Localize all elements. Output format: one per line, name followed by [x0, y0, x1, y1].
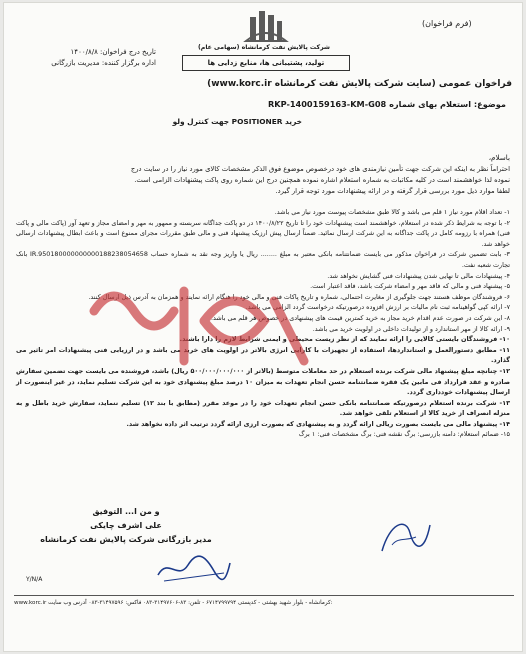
footer-address: www.korc.ir کرمانشاه - بلوار شهید بهشتی - کدپستی ۶۷۱۴۷۹۹۷۹۴ - تلفن: ۸۳-۳۱۴۹۷۶۰۶-۰۸۳ فاکس: ۳۱۴۹۷۵۹۶-۰۸۳ آدرس وب سایت:	[14, 600, 333, 606]
condition-item: ۹- ارائه کالا از مهر استاندارد و از تولیدات داخلی در اولویت خرید می باشد.	[312, 324, 510, 333]
intro-line: نموده لذا خواهشمند است در کلیه مکاتبات به شماره استعلام اشاره نموده همچنین درج این شماره روی پاکت پیشنهادات الزامی است.	[134, 176, 510, 184]
stamp-note: Y/N/A	[26, 576, 43, 583]
condition-item: ۱- تعداد اقلام مورد نیاز ۱ قلم می باشد و کالا طبق مشخصات پیوست مورد نیاز می باشد.	[274, 208, 510, 216]
condition-item: ۴- پیشنهادات مالی تا نهایی شدن پیشنهادات فنی گشایش نخواهد شد.	[327, 271, 510, 280]
closing-phrase: و من ا... التوفیق	[92, 507, 160, 516]
condition-item: ۱۲- چنانچه مبلغ پیشنهاد مالی شرکت برنده استعلام در حد معاملات متوسط (بالاتر از ۵۰۰/۰۰۰/۰۰۰/۰۰۰ ریال) باشد، فروشنده می بایست جهت تضمین سفارش صادره و عقد قرارداد فی مابین یک فقره ضمانتنامه حسن انجام تعهدات به میزان ۱۰ درصد مبلغ پیشنهادی خود به این شرکت تسلیم نماید، در غیر اینصورت از ارسال پیشنهادات خودداری گردد.	[16, 366, 510, 397]
condition-item: ۵- پیشنهاد فنی و مالی که فاقد مهر و امضاء شرکت باشد، فاقد اعتبار است.	[310, 282, 510, 291]
condition-item: ۱۵- ضمائم استعلام: دامنه بازرسی: برگ نقشه فنی: برگ مشخصات فنی: ۱ برگ	[298, 430, 510, 439]
condition-item: ۸- این شرکت در صورت عدم اقدام خرید مجاز به خرید کمترین قیمت های پیشنهادی در خصوص هر قلم می باشد.	[211, 313, 510, 322]
condition-item: ۷- ارائه کپی گواهینامه ثبت نام مالیات بر ارزش افزوده درصورتیکه درخواست گردد الزامی می باشد.	[245, 303, 510, 312]
signer-title: مدیر بازرگانی شرکت پالایش نفت کرمانشاه	[40, 535, 212, 544]
signature-icon	[376, 511, 436, 563]
company-logo-icon	[236, 7, 296, 43]
subcompany-box: تولید، پشتیبانی ها، منابع زدایی ها	[182, 55, 350, 71]
signature-icon	[154, 551, 234, 587]
intro-line: لطفا موارد ذیل مورد بررسی قرار گرفته و در ارائه پیشنهادات مورد توجه قرار گیرد.	[275, 187, 510, 195]
document-page	[3, 2, 523, 652]
closing-block	[26, 505, 226, 547]
form-tag: (فرم فراخوان)	[422, 19, 472, 28]
page-title: فراخوان عمومی (سایت شرکت پالایش نفت کرمانشاه www.korc.ir)	[207, 79, 512, 89]
condition-item: ۱۱- مطابق دستورالعمل و استانداردها، استفاده از تجهیزات با کارایی انرژی بالاتر در اولویت های خرید می باشد و در ارزیابی فنی پیشنهادات امر تاثیر می گذارد.	[16, 345, 510, 365]
footer-divider	[14, 595, 514, 596]
date-line: تاریخ درج فراخوان: ۱۴۰۰/۸/۸	[70, 48, 156, 56]
condition-item: ۱۳- شرکت برنده استعلام درصورتیکه ضمانتنامه بانکی حسن انجام تعهدات خود را در موعد مقرر (مطابق با بند ۱۲) تسلیم ننماید، سفارش خرید باطل و به منزله انصراف از خرید کالا از استعلام تلقی خواهد شد.	[16, 398, 511, 418]
watermark-logo-icon	[64, 251, 324, 421]
condition-item: ۱۰- فروشندگان بایستی کالایی را ارائه نمایند که از نظر زیست محیطی و ایمنی شرایط لازم را دارا باشند.	[179, 335, 510, 344]
meta-info	[16, 47, 156, 69]
company-name-small: شرکت پالایش نفت کرمانشاه (سهامی عام)	[197, 44, 331, 51]
signer-name: علی اشرف چایکی	[90, 521, 162, 530]
greeting: باسلام،	[488, 153, 510, 162]
subject-detail: خرید POSITIONER جهت کنترل ولو	[172, 117, 302, 126]
condition-item: ۲- با توجه به شرایط ذکر شده در استعلام، خواهشمند است پیشنهادات خود را تا تاریخ ۱۴۰۰/۸/۲۲ در دو پاکت جداگانه سربسته و ممهور به مهر و امضای مجاز و تعهد آور (پاکت مالی و پاکت فنی) همراه با رزومه کامل در پاکت جداگانه به این شرکت ارسال نمائید. ضمناً ارسال پیش ارزیک پیشنهاد فنی و مالی طبق مقررات مجرای ممنوع است و باعث ابطال پیشنهادات ارسالی خواهد شد.	[16, 218, 511, 248]
subject-line: موضوع: استعلام بهای شماره RKP-1400159163-KM-G08	[267, 99, 506, 109]
intro-line: احتراماً نظر به اینکه این شرکت جهت تأمین نیازمندی های خود درخصوص موضوع فوق الذکر مشخصات کالای مورد نیاز را در سایت درج	[130, 165, 510, 173]
department-line: اداره برگزار کننده: مدیریت بازرگانی	[51, 59, 156, 67]
condition-item: ۱۴- پیشنهاد مالی می بایست بصورت ریالی ارائه گردد و به پیشنهادی که بصورت ارزی ارائه گردد ترتیب اثر داده نخواهد شد.	[126, 419, 510, 428]
condition-item: ۳- بابت تضمین شرکت در فراخوان مذکور می بایست ضمانتنامه بانکی معتبر به مبلغ ........ ریال یا واریز وجه نقد به شماره حساب IR.950180000000000188238054658 بانک تجارت شعبه نفت.	[16, 250, 510, 269]
intro-paragraph	[16, 164, 510, 197]
condition-item: ۶- فروشندگان موظف هستند جهت جلوگیری از مغایرت احتمالی، شماره و تاریخ پاکات فنی و مالی خود را هنگام ارائه نمایند و همزمان به آدرس ذیل ارسال کنند.	[88, 292, 510, 301]
